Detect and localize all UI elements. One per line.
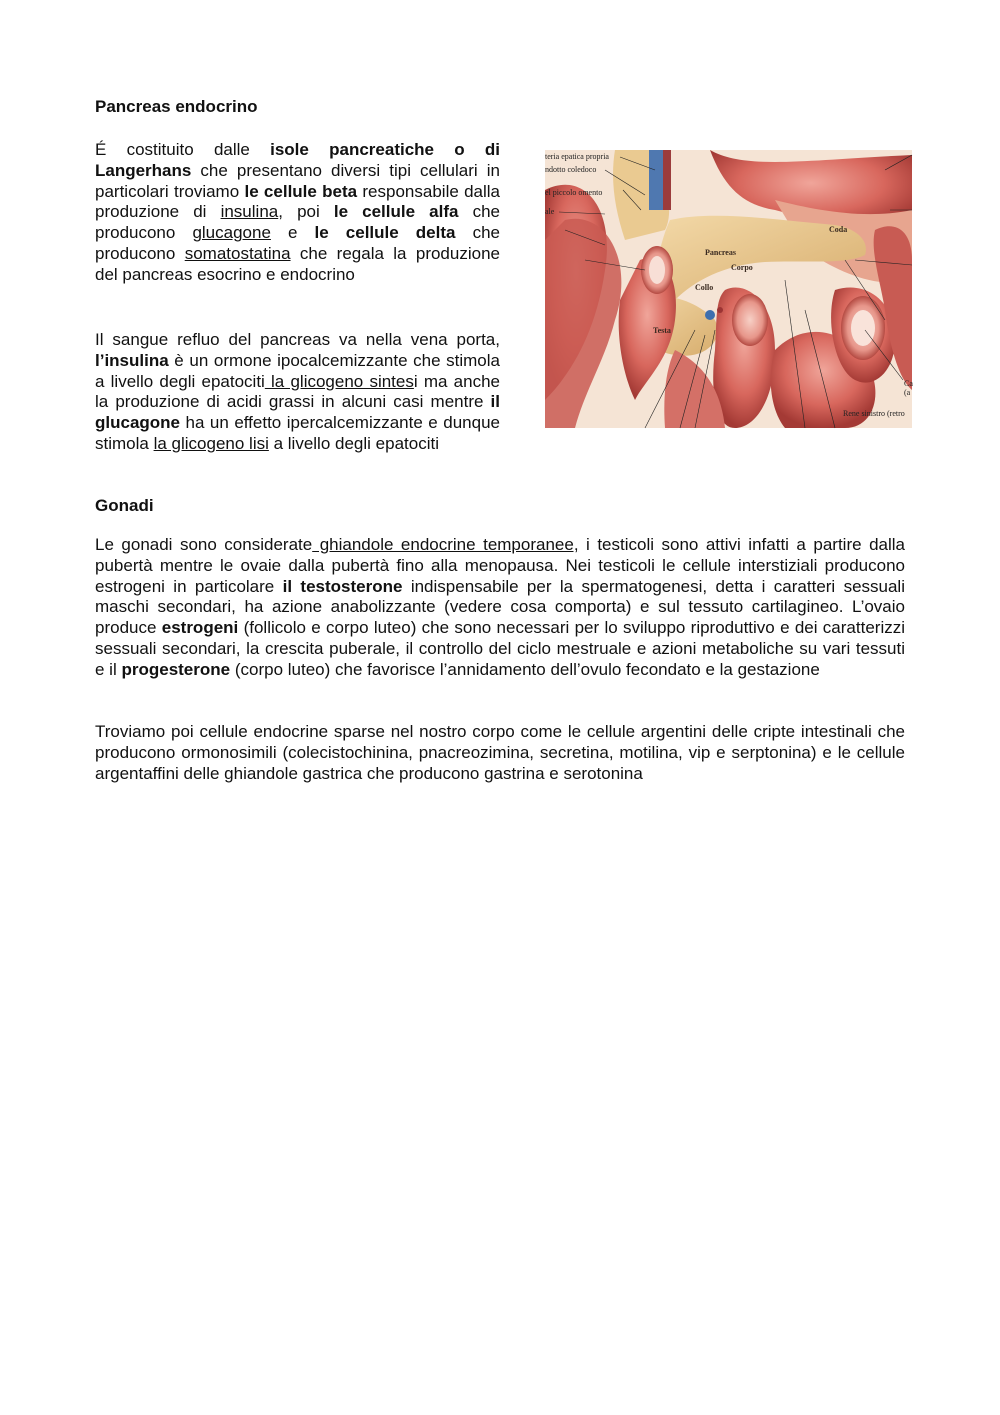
figure-label-corpo: Corpo <box>731 263 753 272</box>
underlined-term: la glicogeno lisi <box>153 433 269 453</box>
text-run: (corpo luteo) che favorisce l’annidamento dell’ovulo fecondato e la gestazione <box>230 659 820 679</box>
figure-label-omento: el piccolo omento <box>545 188 603 197</box>
bold-term: l’insulina <box>95 350 169 370</box>
bold-term: il testosterone <box>282 576 403 596</box>
figure-label-collo: Collo <box>695 283 714 292</box>
text-run: che producono <box>95 223 500 263</box>
figure-label-coledoco: ndotto coledoco <box>545 165 597 174</box>
figure-label-pancreas: Pancreas <box>705 248 736 257</box>
text-run: a livello degli epatociti <box>268 433 439 453</box>
bold-term: le cellule alfa <box>333 202 459 222</box>
text-run: Il sangue refluo del pancreas va nella vena porta, <box>95 330 500 349</box>
figure-label-coda: Coda <box>829 225 848 234</box>
paragraph-gonadi <box>95 535 905 681</box>
figure-label-ca: Ca <box>904 379 913 388</box>
paragraph-langerhans <box>95 140 500 286</box>
text-run: è un ormone ipocalcemizzante che stimola a livello degli epatociti <box>95 350 500 391</box>
section-title-gonadi: Gonadi <box>95 496 154 515</box>
bold-term: progesterone <box>121 659 231 679</box>
bold-term: le cellule beta <box>244 181 358 201</box>
text-run: Le gonadi sono considerate <box>95 535 313 554</box>
text-run: indispensabile per la spermatogenesi, detta i caratteri sessuali maschi secondari, ha azione anabolizzante (vedere cosa comporta) e sul tessuto cartilagineo. L’ovaio produce <box>95 576 905 638</box>
underlined-term: ghiandole endocrine temporanee, <box>312 535 579 554</box>
underlined-term: insulina <box>220 202 279 222</box>
text-run: e <box>270 223 315 243</box>
figure-label-rene: Rene sinistro (retro <box>843 409 905 418</box>
text-run: i testicoli sono attivi infatti a partire dalla pubertà mentre le ovaie dalla pubertà fino alla menopausa. Nei testicoli le cellule interstiziali producono estrogeni in particolare <box>95 535 905 596</box>
paragraph-insulina <box>95 330 500 455</box>
text-run: ha un effetto ipercalcemizzante e dunque stimola <box>95 413 500 453</box>
pancreas-anatomy-figure <box>545 150 912 428</box>
paragraph-cellule-sparse <box>95 722 905 784</box>
text-run: i ma anche la produzione di acidi grassi in alcuni casi mentre <box>95 371 500 412</box>
figure-label-arteria: teria epatica propria <box>545 152 609 161</box>
text-run: , poi <box>278 202 334 222</box>
bold-term: estrogeni <box>161 618 239 638</box>
section-title-pancreas: Pancreas endocrino <box>95 97 258 116</box>
text-run: che regala la produzione del pancreas esocrino e endocrino <box>95 243 500 284</box>
underlined-term: somatostatina <box>184 243 291 263</box>
figure-label-a: (a <box>904 388 911 397</box>
text-run: che producono <box>95 202 500 243</box>
bold-term: il glucagone <box>95 392 500 433</box>
figure-label-testa: Testa <box>653 326 671 335</box>
figure-label-ale: ale <box>545 207 555 216</box>
bold-term: isole pancreatiche o di Langerhans <box>95 140 501 180</box>
pancreas-anatomy-illustration <box>545 150 912 428</box>
underlined-term: la glicogeno sintes <box>264 371 414 391</box>
text-run: che presentano diversi tipi cellulari in particolari troviamo <box>95 160 500 201</box>
text-run: responsabile dalla produzione di <box>95 181 501 222</box>
text-run: (follicolo e corpo luteo) che sono necessari per lo sviluppo riproduttivo e dei caratterizzi sessuali secondari, la crescita puberale, il controllo del ciclo mestruale e azioni metaboliche su vari tessuti e il <box>95 618 905 679</box>
text-run: É costituito dalle <box>95 140 271 159</box>
bold-term: le cellule delta <box>314 223 456 243</box>
underlined-term: glucagone <box>192 223 271 243</box>
text-run: Troviamo poi cellule endocrine sparse nel nostro corpo come le cellule argentini delle cripte intestinali che producono ormonosimili (colecistochinina, pnacreozimina, secretina, motilina, vip e serptonina) e le cellule argentaffini delle ghiandole gastrica che producono gastrina e serotonina <box>95 722 905 783</box>
